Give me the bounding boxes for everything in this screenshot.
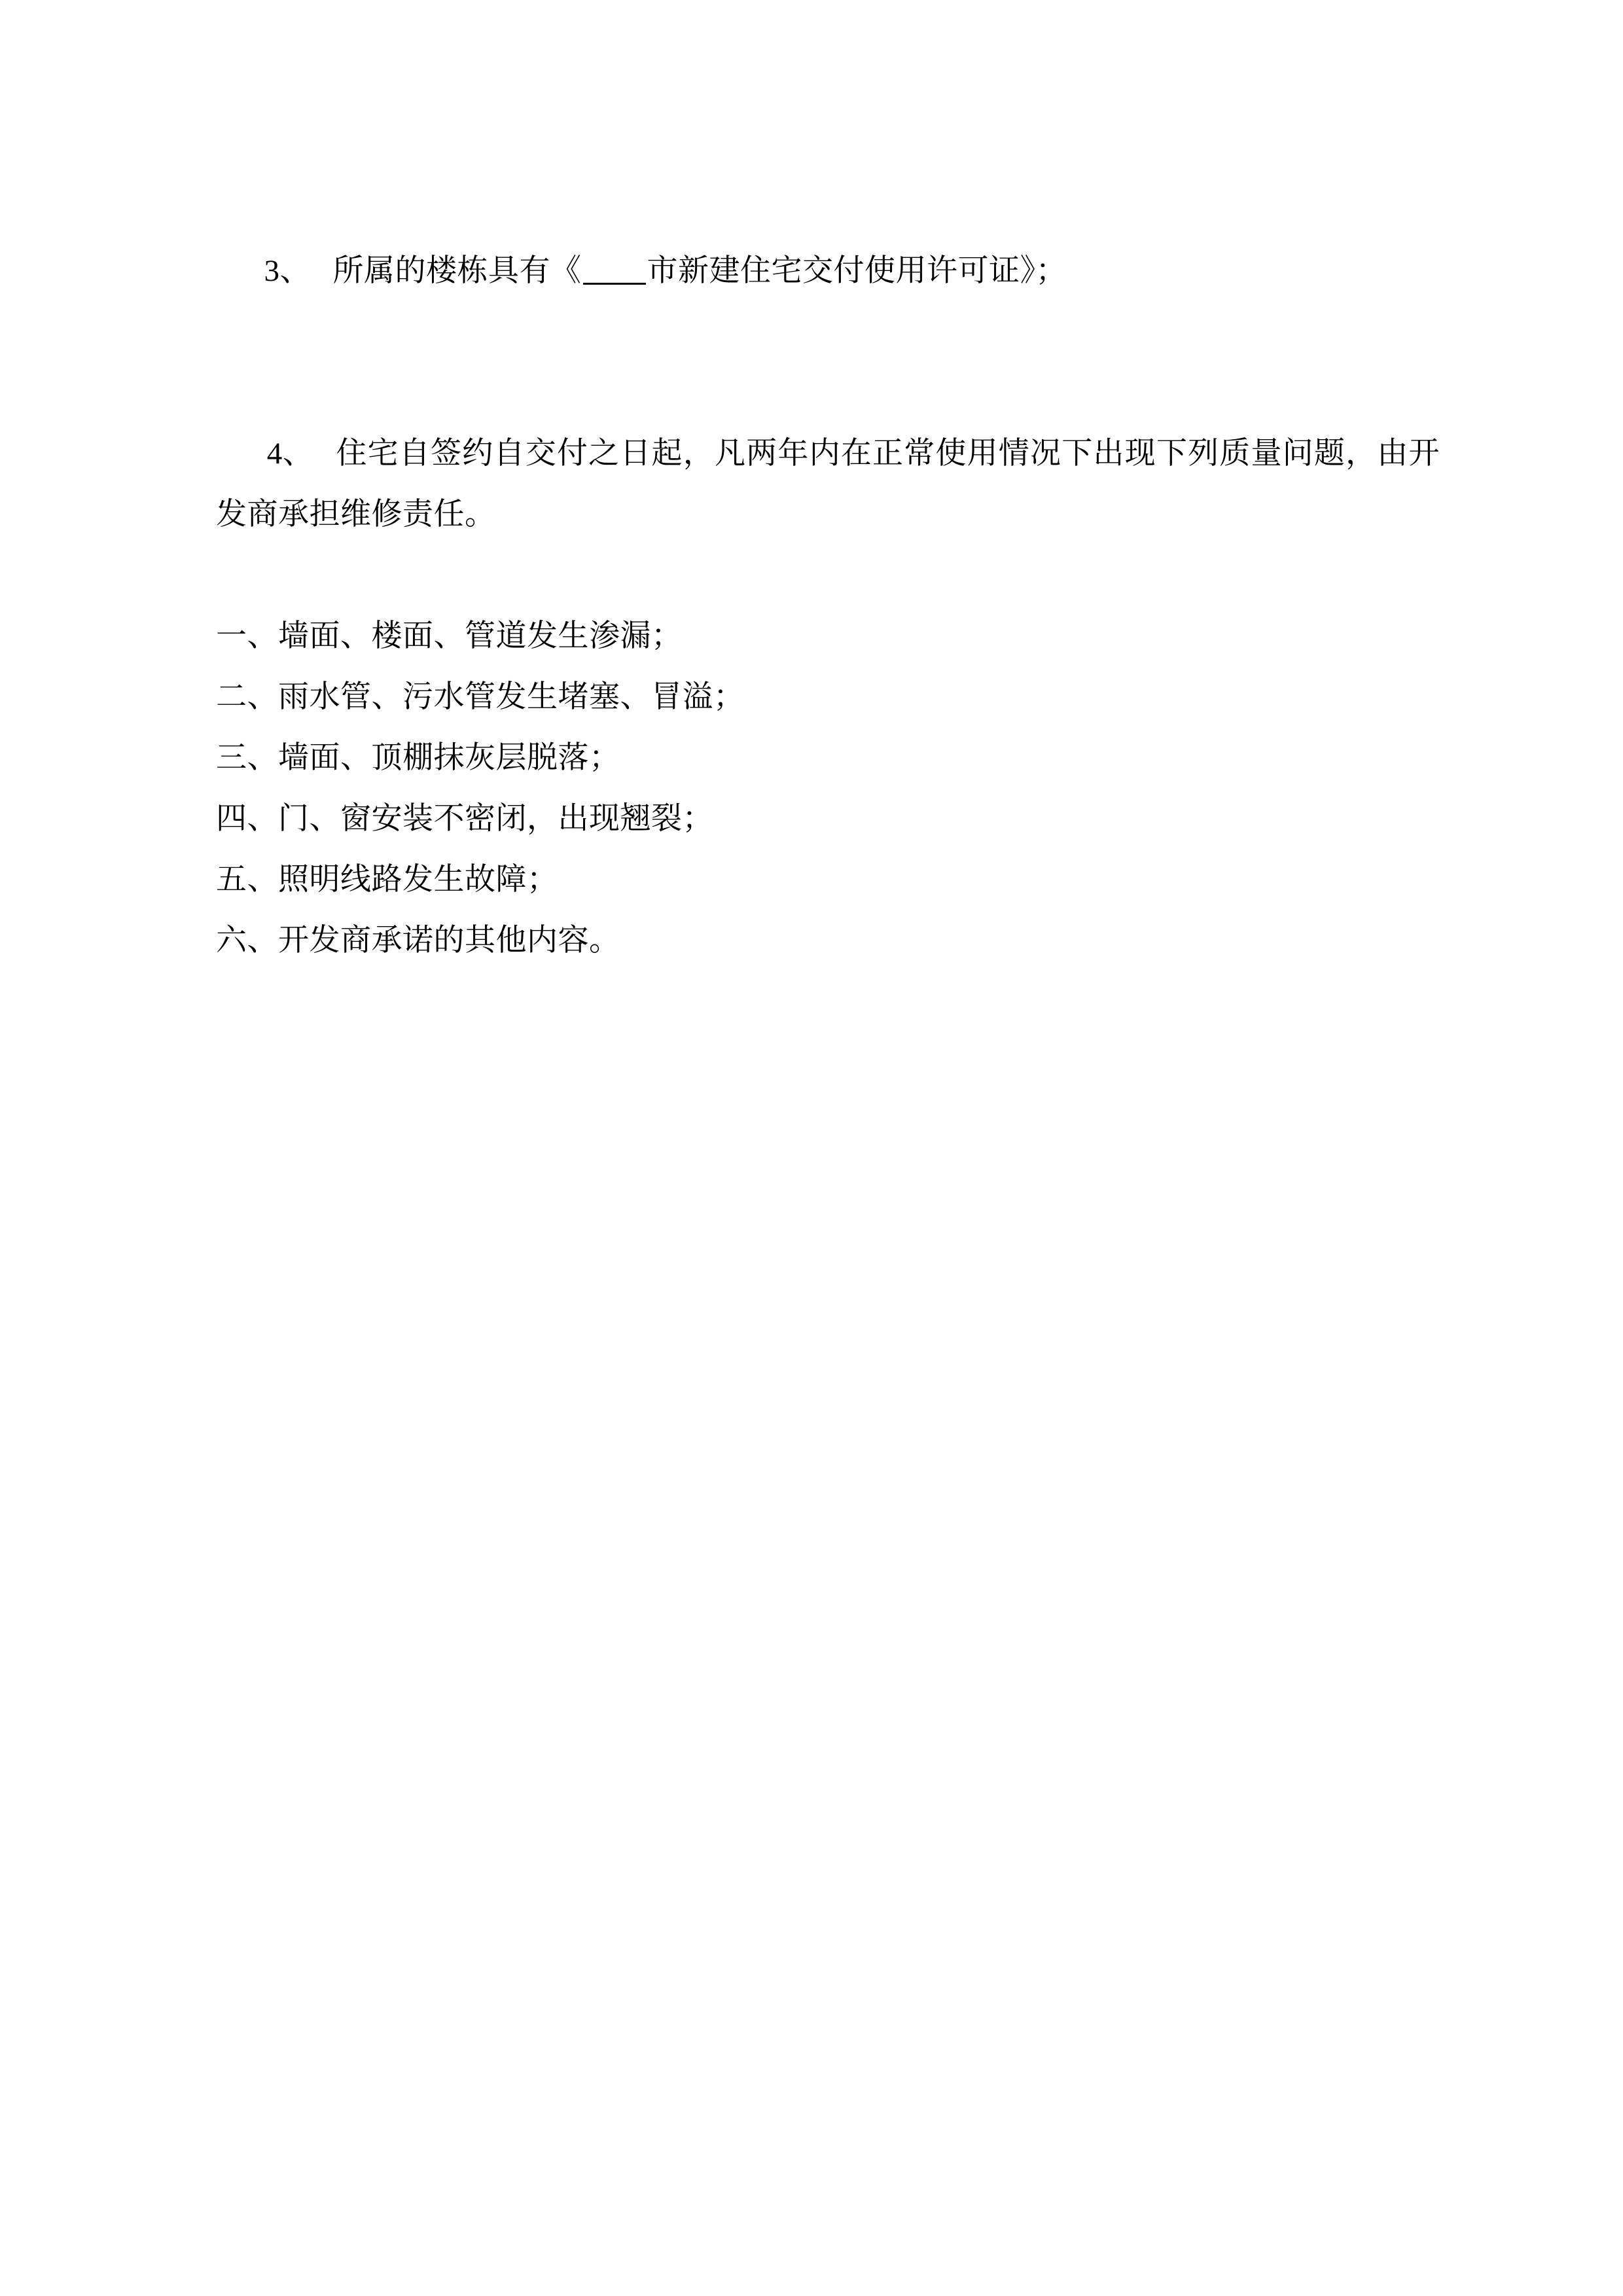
list-item: 三、墙面、顶棚抹灰层脱落； — [216, 741, 620, 775]
clause-3-marker: 3、 — [264, 254, 311, 288]
list-item: 二、雨水管、污水管发生堵塞、冒溢； — [216, 680, 745, 714]
clause-3-text-after-blank: 市新建住宅交付使用许可证》； — [647, 254, 1067, 288]
clause-4-paragraph — [216, 363, 1440, 606]
clause-3-text-before-blank: 所属的楼栋具有《 — [332, 254, 582, 288]
clause-3-paragraph — [216, 180, 1440, 363]
document-body — [216, 180, 1440, 971]
clause-4-text: 住宅自签约自交付之日起，凡两年内在正常使用情况下出现下列质量问题，由开发商承担维修责任。 — [216, 437, 1440, 531]
list-item: 四、门、窗安装不密闭，出现翘裂； — [216, 802, 713, 836]
clause-4-marker: 4、 — [266, 437, 314, 471]
list-item: 五、照明线路发生故障； — [216, 863, 558, 897]
list-item: 一、墙面、楼面、管道发生渗漏； — [216, 619, 683, 653]
list-item: 六、开发商承诺的其他内容。 — [216, 924, 620, 958]
fill-in-blank-city[interactable] — [583, 283, 646, 285]
